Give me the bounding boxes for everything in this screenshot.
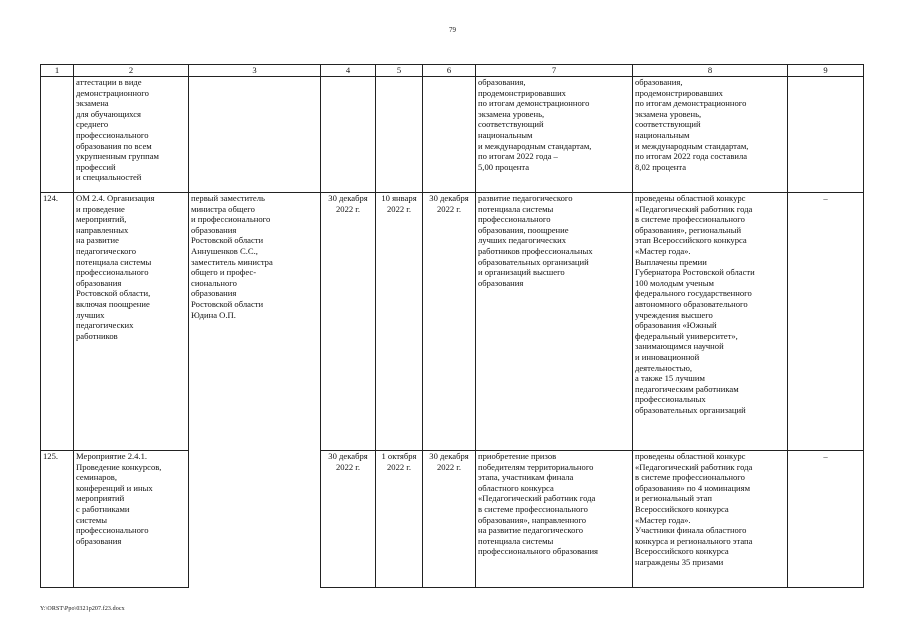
cell-line: общего и профес- [191, 267, 257, 278]
cell-line: потенциала системы [76, 256, 152, 267]
cell-line: и международным стандартам, [478, 140, 592, 151]
cell-line: образования [191, 288, 237, 299]
cell-line: 30 декабря [328, 451, 368, 461]
table-row [41, 77, 864, 193]
cell-line: педагогическим работникам [635, 383, 739, 394]
event-cell [74, 77, 189, 193]
cell-line: и профессионального [191, 214, 271, 225]
cell-line: образования [76, 277, 122, 288]
cell-line: образования, поощрение [478, 224, 569, 235]
cell-line: награждены 35 призами [635, 556, 724, 567]
cell-line: образования», направленного [478, 514, 587, 525]
cell-line: образовательных организаций [478, 256, 589, 267]
actual-start-cell [376, 451, 423, 588]
cell-line: Участники финала областного [635, 525, 747, 536]
actual-result-cell [633, 451, 788, 588]
cell-line: проведены областной конкурс [635, 451, 746, 461]
footer-file-path: Y:\ORST\Ppo\0321p207.f23.docx [40, 606, 125, 612]
cell-line: и международным стандартам, [635, 140, 749, 151]
cell-line: по итогам 2022 года составила [635, 151, 748, 162]
cell-line: сионального [191, 277, 237, 288]
cell-line: в системе профессионального [635, 472, 745, 483]
cell-line: продемонстрировавших [635, 87, 723, 98]
cell-line: Проведение конкурсов, [76, 461, 162, 472]
planned-start-cell [321, 451, 376, 588]
cell-line: направленных [76, 224, 129, 235]
reasons-cell: – [788, 193, 864, 451]
header-cell: 4 [321, 65, 376, 77]
cell-line: образования, [478, 77, 526, 87]
cell-line: лучших [76, 309, 105, 320]
cell-line: педагогических [76, 320, 134, 331]
cell-line: Аннушенков С.С., [191, 245, 258, 256]
cell-line: экзамена [76, 98, 109, 109]
cell-line: педагогического [76, 245, 137, 256]
planned-start-cell [321, 193, 376, 451]
header-cell: 1 [41, 65, 74, 77]
cell-line: первый заместитель [191, 193, 265, 203]
cell-line: министра общего [191, 203, 255, 214]
cell-line: среднего [76, 119, 109, 130]
cell-line: Губернатора Ростовской области [635, 267, 755, 278]
cell-line: «Мастер года». [635, 245, 691, 256]
cell-line: 2022 г. [436, 203, 462, 214]
cell-line: 2022 г. [335, 203, 361, 214]
actual-result-cell [633, 193, 788, 451]
cell-line: 100 молодым ученым [635, 277, 714, 288]
cell-line: по итогам демонстрационного [478, 98, 590, 109]
cell-line: 1 октября [381, 451, 417, 461]
cell-line: этапа, участникам финала [478, 472, 574, 483]
cell-line: образования по всем [76, 140, 152, 151]
row-number-cell: 124. [41, 193, 74, 451]
cell-line: на развитие педагогического [478, 525, 584, 536]
cell-line: системы [76, 514, 108, 525]
cell-line: образования [191, 224, 237, 235]
cell-line: укрупненным группам [76, 151, 159, 162]
cell-line: соответствующий [635, 119, 701, 130]
cell-line: работников профессиональных [478, 245, 593, 256]
cell-line: деятельностью, [635, 362, 693, 373]
cell-line: занимающимся научной [635, 341, 724, 352]
cell-line: 30 декабря [328, 193, 368, 203]
cell-line: 8,02 процента [635, 161, 687, 172]
planned-start-cell [321, 77, 376, 193]
cell-line: профессионального [478, 214, 551, 225]
cell-line: федерального государственного [635, 288, 752, 299]
cell-line: и проведение [76, 203, 125, 214]
cell-line: профессионального [76, 267, 149, 278]
cell-line: профессий [76, 161, 116, 172]
cell-line: экзамена уровень, [635, 108, 702, 119]
planned-end-cell [423, 193, 476, 451]
cell-line: работников [76, 330, 118, 341]
cell-line: федеральный университет», [635, 330, 738, 341]
cell-line: этап Всероссийского конкурса [635, 235, 747, 246]
cell-line: Ростовской области [191, 298, 264, 309]
expected-result-cell [476, 451, 633, 588]
cell-line: приобретение призов [478, 451, 557, 461]
cell-line: мероприятий, [76, 214, 127, 225]
cell-line: соответствующий [478, 119, 544, 130]
cell-line: лучших педагогических [478, 235, 567, 246]
cell-line: потенциала системы [478, 203, 554, 214]
row-number-cell: 125. [41, 451, 74, 588]
cell-line: экзамена уровень, [478, 108, 545, 119]
cell-line: национальным [635, 129, 690, 140]
cell-line: 2022 г. [386, 461, 412, 472]
expected-result-cell [476, 77, 633, 193]
cell-line: «Педагогический работник года [478, 493, 596, 504]
cell-line: учреждения высшего [635, 309, 713, 320]
header-cell: 2 [74, 65, 189, 77]
cell-line: образовательных организаций [635, 404, 746, 415]
header-cell: 3 [189, 65, 321, 77]
cell-line: 2022 г. [436, 461, 462, 472]
cell-line: 30 декабря [429, 451, 469, 461]
cell-line: автономного образовательного [635, 298, 748, 309]
cell-line: областного конкурса [478, 482, 554, 493]
cell-line: мероприятий [76, 493, 125, 504]
expected-result-cell [476, 193, 633, 451]
cell-line: «Педагогический работник года [635, 203, 753, 214]
cell-line: конкурса и регионального этапа [635, 535, 753, 546]
cell-line: победителям территориального [478, 461, 594, 472]
header-cell: 8 [633, 65, 788, 77]
cell-line: 2022 г. [386, 203, 412, 214]
cell-line: Всероссийского конкурса [635, 503, 729, 514]
cell-line: семинаров, [76, 472, 117, 483]
cell-line: и региональный этап [635, 493, 712, 504]
cell-line: проведены областной конкурс [635, 193, 746, 203]
cell-line: 10 января [381, 193, 417, 203]
cell-line: профессиональных [635, 394, 706, 405]
header-cell: 9 [788, 65, 864, 77]
header-cell: 6 [423, 65, 476, 77]
planned-end-cell [423, 77, 476, 193]
cell-line: аттестации в виде [76, 77, 142, 87]
cell-line: демонстрационного [76, 87, 149, 98]
cell-line: образования» по 4 номинациям [635, 482, 751, 493]
cell-line: Мероприятие 2.4.1. [76, 451, 148, 461]
cell-line: «Мастер года». [635, 514, 691, 525]
executor-cell [189, 193, 321, 588]
cell-line: а также 15 лучшим [635, 373, 705, 384]
reasons-cell: – [788, 451, 864, 588]
table-row [41, 451, 864, 588]
cell-line: ОМ 2.4. Организация [76, 193, 155, 203]
cell-line: Всероссийского конкурса [635, 546, 729, 557]
actual-start-cell [376, 193, 423, 451]
cell-line: образования», региональный [635, 224, 742, 235]
cell-line: 5,00 процента [478, 161, 530, 172]
cell-line: профессионального [76, 525, 149, 536]
cell-line: образования «Южный [635, 320, 717, 331]
table-row [41, 193, 864, 451]
cell-line: на развитие [76, 235, 119, 246]
cell-line: в системе профессионального [478, 503, 588, 514]
reasons-cell [788, 77, 864, 193]
cell-line: 30 декабря [429, 193, 469, 203]
row-number-cell [41, 77, 74, 193]
cell-line: и специальностей [76, 172, 142, 183]
cell-line: включая поощрение [76, 298, 150, 309]
cell-line: продемонстрировавших [478, 87, 566, 98]
cell-line: профессионального [76, 129, 149, 140]
executor-cell [189, 77, 321, 193]
cell-line: конференций и иных [76, 482, 153, 493]
cell-line: по итогам 2022 года – [478, 151, 558, 162]
page-number: 79 [449, 26, 456, 34]
cell-line: в системе профессионального [635, 214, 745, 225]
cell-line: потенциала системы [478, 535, 554, 546]
event-cell [74, 193, 189, 451]
cell-line: для обучающихся [76, 108, 141, 119]
actual-start-cell [376, 77, 423, 193]
cell-line: 2022 г. [335, 461, 361, 472]
header-row [41, 65, 864, 77]
cell-line: образования [76, 535, 122, 546]
cell-line: и организаций высшего [478, 267, 565, 278]
cell-line: Выплачены премии [635, 256, 707, 267]
header-cell: 7 [476, 65, 633, 77]
cell-line: Юдина О.П. [191, 309, 236, 320]
cell-line: с работниками [76, 503, 130, 514]
actual-result-cell [633, 77, 788, 193]
cell-line: развитие педагогического [478, 193, 573, 203]
cell-line: заместитель министра [191, 256, 273, 267]
header-cell: 5 [376, 65, 423, 77]
cell-line: «Педагогический работник года [635, 461, 753, 472]
cell-line: образования [478, 277, 524, 288]
report-table [40, 64, 864, 588]
cell-line: национальным [478, 129, 533, 140]
cell-line: и инновационной [635, 351, 700, 362]
cell-line: профессионального образования [478, 546, 598, 557]
planned-end-cell [423, 451, 476, 588]
cell-line: по итогам демонстрационного [635, 98, 747, 109]
cell-line: Ростовской области [191, 235, 264, 246]
event-cell [74, 451, 189, 588]
cell-line: образования, [635, 77, 683, 87]
cell-line: Ростовской области, [76, 288, 151, 299]
